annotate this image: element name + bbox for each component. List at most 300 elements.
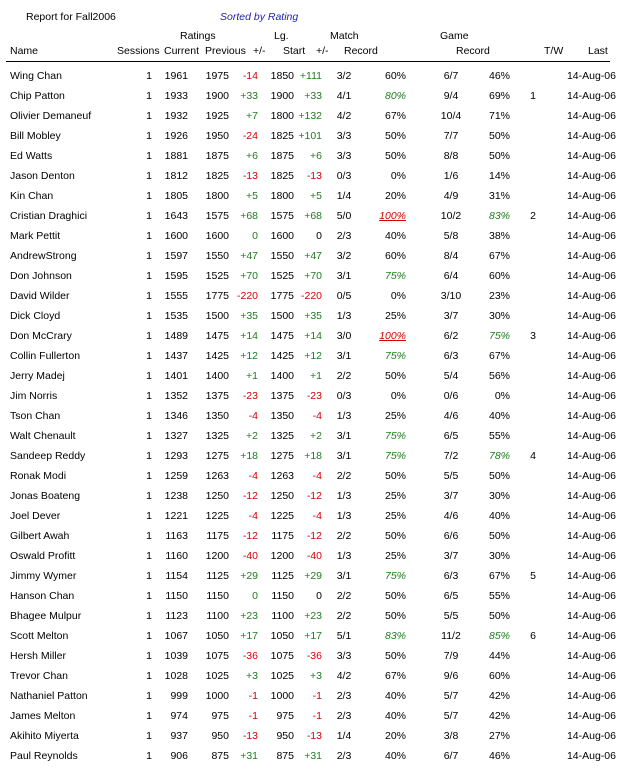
cell-lg-change: +47 xyxy=(304,250,322,262)
table-row xyxy=(0,449,618,469)
cell-sessions: 1 xyxy=(146,370,152,382)
cell-rating-change: +7 xyxy=(246,110,258,122)
table-row xyxy=(0,529,618,549)
cell-rating-change: +5 xyxy=(246,190,258,202)
header-tw: T/W xyxy=(544,45,564,57)
cell-rating-change: +18 xyxy=(240,450,258,462)
cell-rating-change: +6 xyxy=(246,150,258,162)
cell-previous: 1950 xyxy=(205,130,229,142)
cell-name: Don Johnson xyxy=(10,270,72,282)
report-title: Report for Fall2006 xyxy=(26,11,116,23)
cell-game-record: 4/6 xyxy=(443,510,459,522)
cell-tw: 2 xyxy=(530,210,536,222)
table-row xyxy=(0,269,618,289)
cell-match-record: 3/3 xyxy=(336,150,352,162)
cell-match-pct: 50% xyxy=(384,130,406,142)
cell-last: 14-Aug-06 xyxy=(566,270,616,282)
cell-match-record: 1/3 xyxy=(336,550,352,562)
table-row xyxy=(0,749,618,769)
cell-rating-change: -13 xyxy=(242,730,258,742)
cell-lg-change: +2 xyxy=(310,430,322,442)
cell-current: 1028 xyxy=(164,670,188,682)
cell-lg-change: +5 xyxy=(310,190,322,202)
cell-name: Walt Chenault xyxy=(10,430,76,442)
cell-match-pct: 60% xyxy=(384,250,406,262)
cell-match-record: 1/4 xyxy=(336,730,352,742)
cell-previous: 1175 xyxy=(206,530,229,542)
cell-game-record: 6/2 xyxy=(443,330,459,342)
cell-rating-change: -1 xyxy=(248,710,258,722)
cell-last: 14-Aug-06 xyxy=(566,750,616,762)
cell-match-pct: 40% xyxy=(384,230,406,242)
header-lg-change: +/- xyxy=(316,45,329,57)
cell-game-record: 3/8 xyxy=(443,730,459,742)
cell-start: 1250 xyxy=(270,490,294,502)
cell-sessions: 1 xyxy=(146,350,152,362)
cell-current: 937 xyxy=(170,730,188,742)
cell-lg-change: -13 xyxy=(306,730,322,742)
cell-match-pct: 50% xyxy=(384,590,406,602)
cell-lg-change: +18 xyxy=(304,450,322,462)
cell-previous: 1025 xyxy=(205,670,229,682)
cell-match-pct: 20% xyxy=(384,190,406,202)
cell-last: 14-Aug-06 xyxy=(566,350,616,362)
cell-match-pct: 50% xyxy=(384,150,406,162)
cell-rating-change: +1 xyxy=(246,370,258,382)
cell-lg-change: +29 xyxy=(304,570,322,582)
cell-last: 14-Aug-06 xyxy=(566,310,616,322)
cell-lg-change: -1 xyxy=(312,710,322,722)
cell-start: 975 xyxy=(276,710,294,722)
cell-lg-change: -4 xyxy=(312,510,322,522)
cell-sessions: 1 xyxy=(146,230,152,242)
cell-sessions: 1 xyxy=(146,690,152,702)
cell-start: 1800 xyxy=(270,190,294,202)
cell-name: Hanson Chan xyxy=(10,590,75,602)
cell-lg-change: 0 xyxy=(316,590,322,602)
cell-match-pct: 75% xyxy=(384,450,406,462)
cell-match-record: 1/3 xyxy=(336,490,352,502)
cell-current: 1259 xyxy=(164,470,188,482)
cell-name: Scott Melton xyxy=(10,630,69,642)
cell-game-record: 6/3 xyxy=(443,350,459,362)
header-previous: Previous xyxy=(205,45,246,57)
cell-match-record: 1/3 xyxy=(336,510,352,522)
cell-game-pct: 50% xyxy=(488,530,510,542)
cell-match-pct: 100% xyxy=(379,330,406,342)
cell-sessions: 1 xyxy=(146,530,152,542)
cell-game-pct: 85% xyxy=(488,630,510,642)
table-row xyxy=(0,389,618,409)
cell-game-pct: 56% xyxy=(488,370,510,382)
table-row xyxy=(0,409,618,429)
cell-sessions: 1 xyxy=(146,390,152,402)
cell-rating-change: +14 xyxy=(240,330,258,342)
cell-previous: 875 xyxy=(211,750,229,762)
cell-previous: 1275 xyxy=(205,450,229,462)
cell-game-record: 6/5 xyxy=(443,590,459,602)
cell-current: 1221 xyxy=(164,510,188,522)
cell-game-pct: 67% xyxy=(488,350,510,362)
cell-last: 14-Aug-06 xyxy=(566,290,616,302)
cell-game-pct: 38% xyxy=(488,230,510,242)
cell-previous: 1100 xyxy=(206,610,229,622)
cell-rating-change: -14 xyxy=(242,70,258,82)
cell-last: 14-Aug-06 xyxy=(566,170,616,182)
cell-rating-change: -12 xyxy=(242,490,258,502)
cell-game-pct: 27% xyxy=(488,730,510,742)
cell-game-pct: 50% xyxy=(488,610,510,622)
cell-rating-change: -36 xyxy=(242,650,258,662)
cell-last: 14-Aug-06 xyxy=(566,430,616,442)
cell-sessions: 1 xyxy=(146,90,152,102)
cell-game-pct: 55% xyxy=(488,430,510,442)
cell-start: 1350 xyxy=(270,410,294,422)
cell-current: 1160 xyxy=(165,550,188,562)
cell-sessions: 1 xyxy=(146,450,152,462)
cell-last: 14-Aug-06 xyxy=(566,390,616,402)
cell-last: 14-Aug-06 xyxy=(566,250,616,262)
header-game-group: Game xyxy=(440,30,469,42)
header-current: Current xyxy=(164,45,200,57)
cell-previous: 1825 xyxy=(205,170,229,182)
cell-previous: 1075 xyxy=(205,650,229,662)
cell-game-pct: 67% xyxy=(488,570,510,582)
cell-tw: 3 xyxy=(530,330,536,342)
cell-current: 1123 xyxy=(165,610,188,622)
cell-lg-change: -220 xyxy=(300,290,322,302)
cell-game-pct: 71% xyxy=(488,110,510,122)
cell-lg-change: -12 xyxy=(306,530,322,542)
cell-sessions: 1 xyxy=(146,730,152,742)
cell-start: 1775 xyxy=(270,290,294,302)
cell-name: Sandeep Reddy xyxy=(10,450,86,462)
cell-rating-change: -4 xyxy=(248,410,258,422)
cell-current: 1881 xyxy=(164,150,188,162)
cell-name: Joel Dever xyxy=(10,510,61,522)
cell-name: Bhagee Mulpur xyxy=(10,610,82,622)
table-row xyxy=(0,229,618,249)
cell-current: 1346 xyxy=(164,410,188,422)
cell-name: Akihito Miyerta xyxy=(10,730,79,742)
cell-name: Wing Chan xyxy=(10,70,62,82)
cell-name: Mark Pettit xyxy=(10,230,61,242)
cell-name: Gilbert Awah xyxy=(10,530,70,542)
table-row xyxy=(0,569,618,589)
cell-game-pct: 69% xyxy=(488,90,510,102)
table-row xyxy=(0,329,618,349)
cell-current: 1238 xyxy=(164,490,188,502)
cell-lg-change: +101 xyxy=(298,130,322,142)
cell-start: 1600 xyxy=(270,230,294,242)
cell-start: 1075 xyxy=(270,650,294,662)
cell-name: Jimmy Wymer xyxy=(10,570,77,582)
cell-start: 1500 xyxy=(270,310,294,322)
cell-game-pct: 0% xyxy=(494,390,510,402)
cell-start: 1225 xyxy=(270,510,294,522)
cell-last: 14-Aug-06 xyxy=(566,450,616,462)
cell-game-pct: 42% xyxy=(488,690,510,702)
cell-game-record: 6/7 xyxy=(443,70,459,82)
cell-last: 14-Aug-06 xyxy=(566,470,616,482)
cell-sessions: 1 xyxy=(146,610,152,622)
cell-previous: 1050 xyxy=(205,630,229,642)
cell-current: 1643 xyxy=(164,210,188,222)
cell-match-pct: 80% xyxy=(384,90,406,102)
cell-previous: 1150 xyxy=(206,590,229,602)
header-ratings-group: Ratings xyxy=(180,30,216,42)
table-row xyxy=(0,249,618,269)
cell-last: 14-Aug-06 xyxy=(566,210,616,222)
cell-name: Jason Denton xyxy=(10,170,75,182)
table-row xyxy=(0,469,618,489)
cell-match-record: 4/2 xyxy=(336,670,352,682)
cell-match-record: 5/1 xyxy=(336,630,352,642)
cell-match-pct: 25% xyxy=(384,510,406,522)
cell-previous: 1400 xyxy=(205,370,229,382)
cell-lg-change: +68 xyxy=(304,210,322,222)
header-last: Last xyxy=(588,45,608,57)
cell-start: 1200 xyxy=(270,550,294,562)
cell-game-record: 5/8 xyxy=(443,230,459,242)
cell-name: Tson Chan xyxy=(10,410,61,422)
cell-current: 1154 xyxy=(165,570,188,582)
table-row xyxy=(0,589,618,609)
cell-start: 1150 xyxy=(271,590,294,602)
cell-sessions: 1 xyxy=(146,750,152,762)
cell-sessions: 1 xyxy=(146,710,152,722)
cell-current: 1293 xyxy=(164,450,188,462)
cell-game-pct: 46% xyxy=(488,70,510,82)
cell-game-record: 6/3 xyxy=(443,570,459,582)
table-row xyxy=(0,89,618,109)
cell-current: 974 xyxy=(170,710,188,722)
cell-current: 1595 xyxy=(164,270,188,282)
table-row xyxy=(0,349,618,369)
cell-match-record: 3/2 xyxy=(336,250,352,262)
cell-previous: 1425 xyxy=(205,350,229,362)
cell-game-pct: 78% xyxy=(488,450,510,462)
cell-game-record: 7/9 xyxy=(443,650,459,662)
sort-subtitle: Sorted by Rating xyxy=(220,11,299,23)
cell-sessions: 1 xyxy=(146,430,152,442)
cell-match-record: 3/1 xyxy=(336,270,352,282)
cell-game-record: 3/7 xyxy=(443,550,459,562)
cell-last: 14-Aug-06 xyxy=(566,630,616,642)
cell-start: 1275 xyxy=(270,450,294,462)
cell-game-pct: 46% xyxy=(488,750,510,762)
cell-game-pct: 30% xyxy=(488,310,510,322)
cell-lg-change: +3 xyxy=(310,670,322,682)
cell-name: Paul Reynolds xyxy=(10,750,78,762)
cell-last: 14-Aug-06 xyxy=(566,230,616,242)
cell-match-record: 3/3 xyxy=(336,130,352,142)
cell-sessions: 1 xyxy=(146,210,152,222)
table-row xyxy=(0,609,618,629)
cell-match-pct: 25% xyxy=(384,310,406,322)
cell-rating-change: 0 xyxy=(252,590,258,602)
cell-name: Olivier Demaneuf xyxy=(10,110,92,122)
cell-previous: 1500 xyxy=(205,310,229,322)
cell-last: 14-Aug-06 xyxy=(566,670,616,682)
cell-sessions: 1 xyxy=(146,190,152,202)
table-row xyxy=(0,549,618,569)
cell-game-record: 0/6 xyxy=(443,390,459,402)
cell-game-record: 4/6 xyxy=(443,410,459,422)
cell-start: 1375 xyxy=(270,390,294,402)
cell-previous: 1550 xyxy=(205,250,229,262)
cell-current: 1555 xyxy=(164,290,188,302)
cell-game-pct: 30% xyxy=(488,550,510,562)
table-row xyxy=(0,109,618,129)
table-row xyxy=(0,489,618,509)
cell-match-pct: 0% xyxy=(390,290,406,302)
cell-lg-change: -36 xyxy=(306,650,322,662)
cell-rating-change: -4 xyxy=(248,510,258,522)
cell-last: 14-Aug-06 xyxy=(566,490,616,502)
cell-rating-change: -220 xyxy=(236,290,258,302)
cell-previous: 1875 xyxy=(205,150,229,162)
cell-game-pct: 60% xyxy=(488,670,510,682)
cell-current: 1933 xyxy=(164,90,188,102)
cell-last: 14-Aug-06 xyxy=(566,690,616,702)
cell-match-record: 0/3 xyxy=(336,170,352,182)
cell-match-pct: 40% xyxy=(384,690,406,702)
cell-start: 1425 xyxy=(270,350,294,362)
header-divider xyxy=(6,61,610,62)
cell-start: 1125 xyxy=(271,570,294,582)
cell-game-record: 10/4 xyxy=(440,110,462,122)
table-row xyxy=(0,369,618,389)
cell-sessions: 1 xyxy=(146,110,152,122)
cell-current: 1039 xyxy=(164,650,188,662)
cell-lg-change: +70 xyxy=(304,270,322,282)
cell-current: 1597 xyxy=(164,250,188,262)
cell-match-pct: 25% xyxy=(384,410,406,422)
cell-last: 14-Aug-06 xyxy=(566,90,616,102)
cell-start: 1475 xyxy=(270,330,294,342)
cell-rating-change: +31 xyxy=(240,750,258,762)
cell-name: Jim Norris xyxy=(10,390,58,402)
table-row xyxy=(0,509,618,529)
cell-match-pct: 100% xyxy=(379,210,406,222)
cell-current: 1437 xyxy=(164,350,188,362)
cell-last: 14-Aug-06 xyxy=(566,730,616,742)
cell-game-pct: 14% xyxy=(488,170,510,182)
cell-lg-change: +14 xyxy=(304,330,322,342)
cell-lg-change: +6 xyxy=(310,150,322,162)
cell-previous: 1800 xyxy=(205,190,229,202)
cell-lg-change: -4 xyxy=(312,410,322,422)
table-row xyxy=(0,709,618,729)
cell-start: 1325 xyxy=(270,430,294,442)
cell-sessions: 1 xyxy=(146,270,152,282)
table-row xyxy=(0,209,618,229)
cell-previous: 1325 xyxy=(205,430,229,442)
cell-match-pct: 67% xyxy=(384,670,406,682)
cell-sessions: 1 xyxy=(146,70,152,82)
cell-current: 1067 xyxy=(164,630,188,642)
cell-game-record: 5/4 xyxy=(443,370,459,382)
cell-sessions: 1 xyxy=(146,590,152,602)
cell-game-pct: 50% xyxy=(488,150,510,162)
cell-match-record: 2/2 xyxy=(336,590,352,602)
cell-game-record: 3/7 xyxy=(443,310,459,322)
cell-match-record: 2/2 xyxy=(336,470,352,482)
cell-name: James Melton xyxy=(10,710,76,722)
cell-last: 14-Aug-06 xyxy=(566,590,616,602)
cell-sessions: 1 xyxy=(146,510,152,522)
cell-start: 1850 xyxy=(270,70,294,82)
header-rating-change: +/- xyxy=(253,45,266,57)
cell-match-record: 2/2 xyxy=(336,370,352,382)
table-row xyxy=(0,189,618,209)
cell-rating-change: +23 xyxy=(240,610,258,622)
cell-lg-change: +35 xyxy=(304,310,322,322)
cell-sessions: 1 xyxy=(146,150,152,162)
cell-previous: 1600 xyxy=(205,230,229,242)
cell-rating-change: -4 xyxy=(248,470,258,482)
cell-start: 1263 xyxy=(270,470,294,482)
cell-match-pct: 40% xyxy=(384,750,406,762)
cell-match-record: 2/3 xyxy=(336,230,352,242)
cell-name: Kin Chan xyxy=(10,190,54,202)
cell-previous: 1250 xyxy=(205,490,229,502)
cell-sessions: 1 xyxy=(146,290,152,302)
cell-name: Chip Patton xyxy=(10,90,65,102)
cell-rating-change: +12 xyxy=(240,350,258,362)
table-row xyxy=(0,69,618,89)
cell-game-record: 4/9 xyxy=(443,190,459,202)
cell-match-record: 3/3 xyxy=(336,650,352,662)
cell-rating-change: -12 xyxy=(242,530,258,542)
cell-lg-change: -40 xyxy=(306,550,322,562)
cell-previous: 1575 xyxy=(205,210,229,222)
cell-match-pct: 50% xyxy=(384,470,406,482)
cell-name: Cristian Draghici xyxy=(10,210,88,222)
cell-match-pct: 25% xyxy=(384,490,406,502)
cell-match-record: 1/3 xyxy=(336,310,352,322)
cell-match-record: 0/5 xyxy=(336,290,352,302)
cell-tw: 6 xyxy=(530,630,536,642)
cell-match-record: 1/4 xyxy=(336,190,352,202)
cell-start: 1800 xyxy=(270,110,294,122)
cell-game-record: 5/5 xyxy=(443,470,459,482)
cell-match-pct: 50% xyxy=(384,370,406,382)
cell-lg-change: +132 xyxy=(298,110,322,122)
cell-rating-change: -24 xyxy=(242,130,258,142)
cell-last: 14-Aug-06 xyxy=(566,330,616,342)
cell-match-record: 3/1 xyxy=(336,450,352,462)
cell-name: Don McCrary xyxy=(10,330,72,342)
cell-sessions: 1 xyxy=(146,670,152,682)
cell-match-record: 0/3 xyxy=(336,390,352,402)
cell-last: 14-Aug-06 xyxy=(566,530,616,542)
cell-rating-change: -23 xyxy=(242,390,258,402)
cell-sessions: 1 xyxy=(146,250,152,262)
cell-match-record: 3/1 xyxy=(336,430,352,442)
cell-rating-change: +29 xyxy=(240,570,258,582)
cell-match-pct: 60% xyxy=(384,70,406,82)
cell-previous: 1375 xyxy=(205,390,229,402)
cell-previous: 1775 xyxy=(205,290,229,302)
cell-lg-change: +1 xyxy=(310,370,322,382)
cell-match-record: 2/3 xyxy=(336,750,352,762)
cell-game-record: 11/2 xyxy=(441,630,461,642)
table-row xyxy=(0,729,618,749)
cell-lg-change: +111 xyxy=(299,70,322,82)
cell-lg-change: -13 xyxy=(306,170,322,182)
